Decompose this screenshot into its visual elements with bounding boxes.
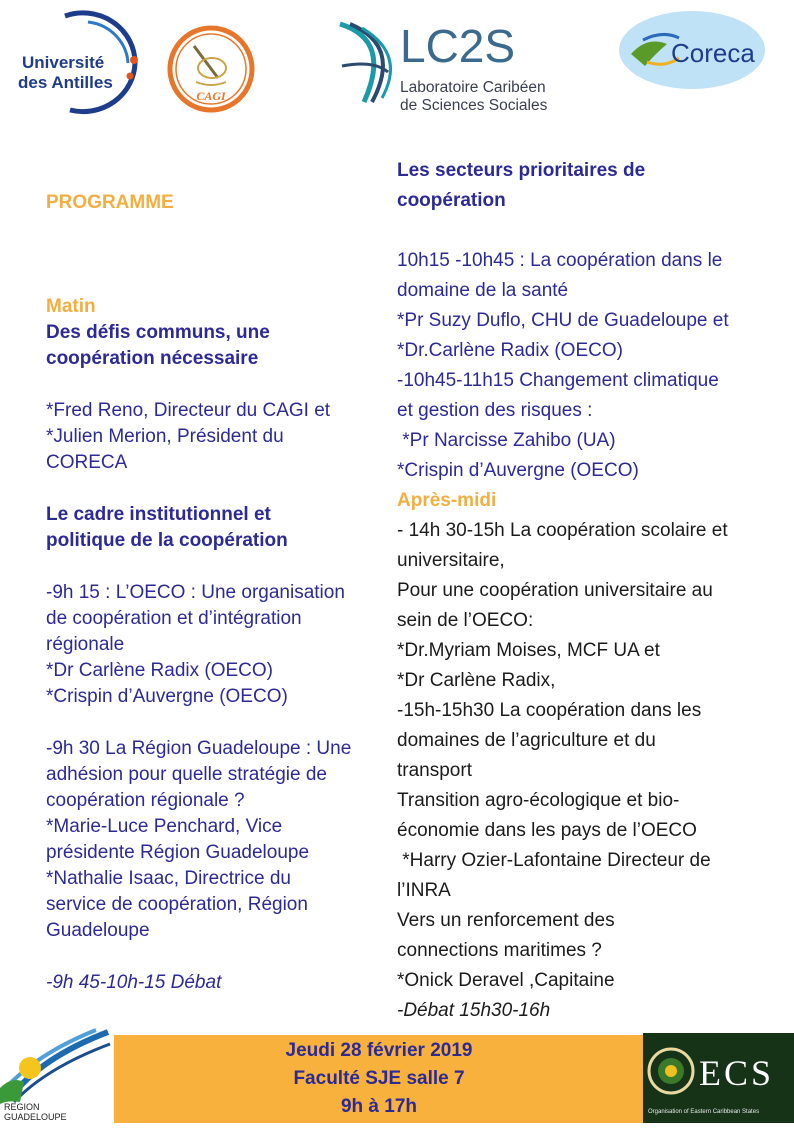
coreca-logo [617,10,767,110]
afternoon-session-line: *Onick Deravel ,Capitaine [397,970,615,991]
afternoon-session-line: l’INRA [397,880,451,901]
matin-heading: Matin [46,296,96,317]
afternoon-session-line: économie dans les pays de l’OECO [397,820,697,841]
coreca-logo-graphic [617,10,767,110]
talk2-line: coopération régionale ? [46,790,245,811]
talk2-line: adhésion pour quelle stratégie de [46,764,327,785]
afternoon-session-line: *Dr.Myriam Moises, MCF UA et [397,640,660,661]
oecs-logo [643,1033,794,1123]
afternoon-session-line: universitaire, [397,550,505,571]
ua-logo-line1: Université [22,53,105,72]
lc2s-logo-graphic [334,10,584,115]
afternoon-session-line: -15h-15h30 La coopération dans les [397,700,702,721]
event-info-band [114,1035,644,1123]
afternoon-session-line: domaines de l’agriculture et du [397,730,656,751]
event-location: Faculté SJE salle 7 [293,1068,465,1089]
lc2s-line1: Laboratoire Caribéen [400,79,546,96]
ua-logo-line2: des Antilles [18,73,113,92]
cagi-logo [166,24,256,114]
ua-logo-graphic [10,8,145,118]
morning-session-line: *Dr.Carlène Radix (OECO) [397,340,623,361]
afternoon-session-line: Pour une coopération universitaire au [397,580,713,601]
talk2-line: *Marie-Luce Penchard, Vice [46,816,283,837]
apres-midi-heading: Après-midi [397,490,497,511]
region-logo-line2: GUADELOUPE [4,1112,67,1122]
lc2s-logo [334,10,584,115]
lc2s-acronym: LC2S [400,20,516,72]
section1-speaker-line: *Fred Reno, Directeur du CAGI et [46,400,331,421]
afternoon-session-line: *Harry Ozier-Lafontaine Directeur de [397,850,711,871]
morning-session-line: *Crispin d’Auvergne (OECO) [397,460,639,481]
talk2-line: -9h 30 La Région Guadeloupe : Une [46,738,352,759]
afternoon-debate: -Débat 15h30-16h [397,1000,551,1021]
cagi-logo-text: CAGI [196,89,226,103]
programme-heading: PROGRAMME [46,192,174,213]
morning-debate: -9h 45-10h-15 Débat [46,972,222,993]
afternoon-session-line: Transition agro-écologique et bio- [397,790,680,811]
morning-session-line: *Pr Narcisse Zahibo (UA) [397,430,616,451]
section1-speaker-line: *Julien Merion, Président du [46,426,284,447]
morning-session-line: domaine de la santé [397,280,569,301]
priority-sectors-title-line2: coopération [397,190,506,211]
section1-title-line1: Des défis communs, une [46,322,270,343]
lc2s-line2: de Sciences Sociales [400,97,548,114]
oecs-subtitle: Organisation of Eastern Caribbean States [648,1109,760,1115]
talk2-line: Guadeloupe [46,920,150,941]
talk1-line: *Crispin d’Auvergne (OECO) [46,686,288,707]
talk1-line: *Dr Carlène Radix (OECO) [46,660,273,681]
afternoon-session-line: Vers un renforcement des [397,910,615,931]
event-hours: 9h à 17h [340,1096,418,1117]
region-guadeloupe-logo [0,1028,113,1123]
talk1-line: régionale [46,634,125,655]
priority-sectors-title-line1: Les secteurs prioritaires de [397,160,646,181]
left-column [46,190,396,996]
morning-session-line: *Pr Suzy Duflo, CHU de Guadeloupe et [397,310,729,331]
universite-des-antilles-logo [10,8,145,118]
section1-speaker-line: CORECA [46,452,128,473]
afternoon-session-line: sein de l’OECO: [397,610,534,631]
event-date: Jeudi 28 février 2019 [285,1040,473,1061]
morning-session-line: 10h15 -10h45 : La coopération dans le [397,250,723,271]
section2-title-line1: Le cadre institutionnel et [46,504,271,525]
region-logo-line1: REGION [4,1102,40,1112]
cagi-logo-graphic [166,24,256,114]
coreca-logo-text: Coreca [671,38,755,68]
afternoon-session-line: transport [397,760,472,781]
oecs-logo-graphic [643,1033,794,1123]
afternoon-session-line: connections maritimes ? [397,940,602,961]
oecs-acronym: ECS [699,1053,775,1093]
talk1-line: de coopération et d’intégration [46,608,302,629]
region-logo-graphic [0,1028,113,1123]
section2-title-line2: politique de la coopération [46,530,288,551]
morning-session-line: et gestion des risques : [397,400,593,421]
talk2-line: présidente Région Guadeloupe [46,842,310,863]
talk2-line: service de coopération, Région [46,894,308,915]
morning-session-line: -10h45-11h15 Changement climatique [397,370,719,391]
afternoon-session-line: *Dr Carlène Radix, [397,670,556,691]
section1-title-line2: coopération nécessaire [46,348,259,369]
talk1-line: -9h 15 : L’OECO : Une organisation [46,582,345,603]
talk2-line: *Nathalie Isaac, Directrice du [46,868,291,889]
right-column [397,156,782,1026]
afternoon-session-line: - 14h 30-15h La coopération scolaire et [397,520,728,541]
